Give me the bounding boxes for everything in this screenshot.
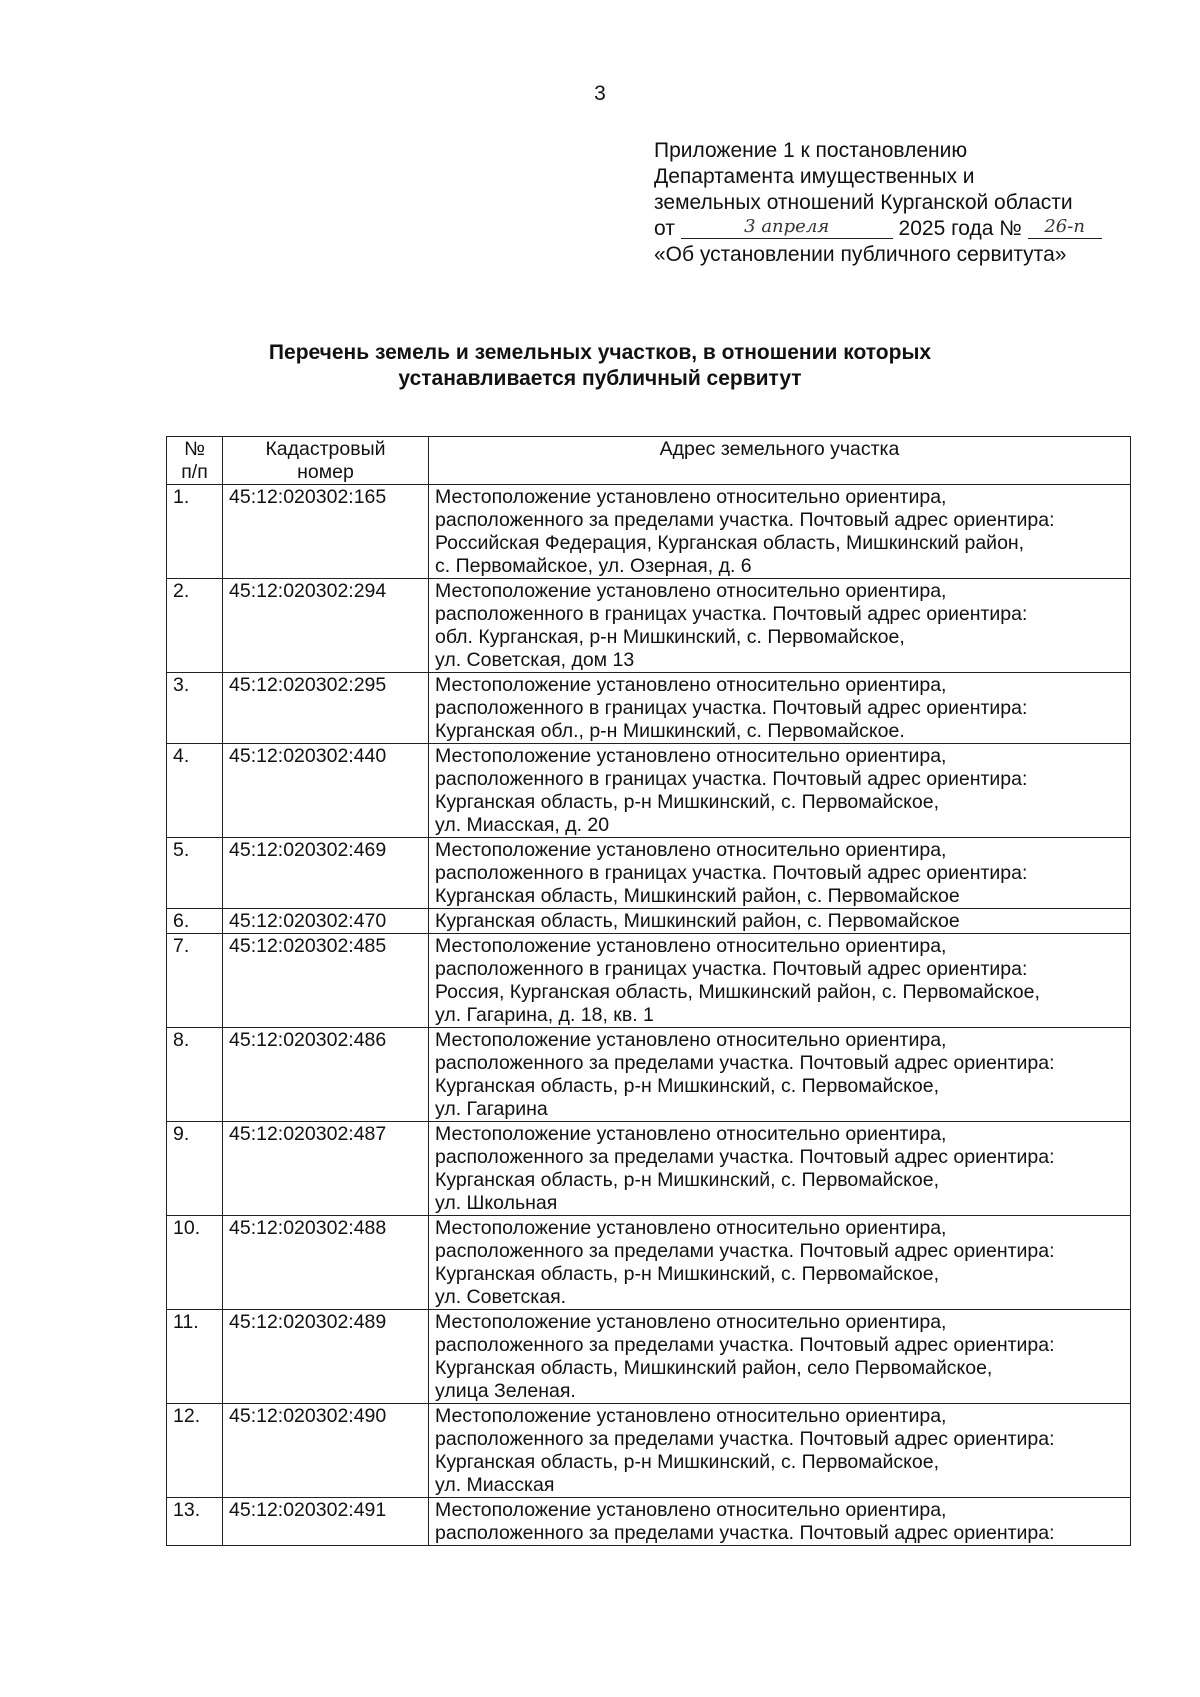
header-cad-line-2: номер [297, 461, 354, 483]
table-row [167, 1028, 1131, 1122]
handwritten-number: 26-п [1044, 216, 1085, 237]
cadastral-number: 45:12:020302:489 [223, 1310, 429, 1404]
address-cell [429, 1028, 1131, 1122]
address-line: Местоположение установлено относительно ориентира, [435, 1499, 947, 1521]
address-line: Курганская область, р-н Мишкинский, с. Первомайское, [435, 791, 940, 813]
address-line: Курганская обл., р-н Мишкинский, с. Первомайское. [435, 720, 905, 742]
row-number: 2. [167, 579, 223, 673]
address-line: расположенного в границах участка. Почтовый адрес ориентира: [435, 603, 1028, 625]
address-line: ул. Школьная [435, 1192, 558, 1214]
address-line: расположенного в границах участка. Почтовый адрес ориентира: [435, 958, 1028, 980]
address-line: расположенного за пределами участка. Почтовый адрес ориентира: [435, 1334, 1055, 1356]
cadastral-number: 45:12:020302:490 [223, 1404, 429, 1498]
table-row [167, 579, 1131, 673]
table-row [167, 838, 1131, 909]
address-cell [429, 934, 1131, 1028]
appendix-header [654, 138, 1124, 268]
table-row [167, 1498, 1131, 1546]
table-row [167, 1310, 1131, 1404]
address-cell [429, 744, 1131, 838]
address-line: ул. Гагарина [435, 1098, 548, 1120]
year-label: 2025 года № [898, 217, 1022, 240]
address-cell [429, 485, 1131, 579]
address-line: ул. Миасская, д. 20 [435, 814, 610, 836]
address-cell [429, 579, 1131, 673]
row-number: 5. [167, 838, 223, 909]
address-line: Курганская область, Мишкинский район, с. Первомайское [435, 910, 960, 932]
handwritten-date: 3 апреля [744, 216, 830, 237]
address-line: Местоположение установлено относительно ориентира, [435, 1029, 947, 1051]
title-line-1: Перечень земель и земельных участков, в отношении которых [268, 341, 932, 364]
address-cell [429, 1310, 1131, 1404]
table-row [167, 673, 1131, 744]
cadastral-number: 45:12:020302:487 [223, 1122, 429, 1216]
header-address [429, 437, 1131, 485]
address-cell [429, 1498, 1131, 1546]
title-line-2: устанавливается публичный сервитут [398, 367, 802, 390]
address-line: обл. Курганская, р-н Мишкинский, с. Первомайское, [435, 626, 905, 648]
address-line: Российская Федерация, Курганская область, Мишкинский район, [435, 532, 1025, 554]
number-field [1028, 216, 1102, 239]
address-line: расположенного за пределами участка. Почтовый адрес ориентира: [435, 509, 1055, 531]
table-row [167, 909, 1131, 934]
address-line: Местоположение установлено относительно ориентира, [435, 745, 947, 767]
address-cell [429, 1404, 1131, 1498]
cadastral-number: 45:12:020302:488 [223, 1216, 429, 1310]
row-number: 4. [167, 744, 223, 838]
cadastral-number: 45:12:020302:165 [223, 485, 429, 579]
address-line: ул. Советская. [435, 1286, 567, 1308]
address-line: ул. Миасская [435, 1474, 555, 1496]
table-row [167, 1122, 1131, 1216]
address-line: Местоположение установлено относительно ориентира, [435, 580, 947, 602]
row-number: 3. [167, 673, 223, 744]
page-number: 3 [594, 82, 606, 105]
address-line: расположенного за пределами участка. Почтовый адрес ориентира: [435, 1052, 1055, 1074]
row-number: 8. [167, 1028, 223, 1122]
header-num [167, 437, 223, 485]
header-cadastral [223, 437, 429, 485]
appendix-line-5: «Об установлении публичного сервитута» [654, 243, 1067, 266]
document-title [0, 340, 1200, 392]
address-line: расположенного в границах участка. Почтовый адрес ориентира: [435, 768, 1028, 790]
address-line: Курганская область, Мишкинский район, село Первомайское, [435, 1357, 993, 1379]
row-number: 12. [167, 1404, 223, 1498]
address-line: Местоположение установлено относительно ориентира, [435, 1217, 947, 1239]
address-line: Местоположение установлено относительно ориентира, [435, 1123, 947, 1145]
cadastral-number: 45:12:020302:294 [223, 579, 429, 673]
appendix-line-1: Приложение 1 к постановлению [654, 139, 968, 162]
address-cell [429, 909, 1131, 934]
address-line: расположенного за пределами участка. Почтовый адрес ориентира: [435, 1146, 1055, 1168]
address-line: расположенного за пределами участка. Почтовый адрес ориентира: [435, 1522, 1055, 1544]
address-line: с. Первомайское, ул. Озерная, д. 6 [435, 555, 752, 577]
row-number: 1. [167, 485, 223, 579]
address-cell [429, 673, 1131, 744]
address-line: ул. Гагарина, д. 18, кв. 1 [435, 1004, 654, 1026]
row-number: 9. [167, 1122, 223, 1216]
row-number: 11. [167, 1310, 223, 1404]
address-line: Местоположение установлено относительно ориентира, [435, 674, 947, 696]
appendix-line-2: Департамента имущественных и [654, 165, 975, 188]
cadastral-number: 45:12:020302:485 [223, 934, 429, 1028]
table-row [167, 744, 1131, 838]
table-row [167, 934, 1131, 1028]
cadastral-number: 45:12:020302:295 [223, 673, 429, 744]
row-number: 7. [167, 934, 223, 1028]
address-line: расположенного в границах участка. Почтовый адрес ориентира: [435, 862, 1028, 884]
header-address-label: Адрес земельного участка [659, 438, 900, 460]
address-cell [429, 838, 1131, 909]
appendix-line-3: земельных отношений Курганской области [654, 191, 1073, 214]
header-cad-line-1: Кадастровый [265, 438, 386, 460]
table-row [167, 1404, 1131, 1498]
address-line: расположенного за пределами участка. Почтовый адрес ориентира: [435, 1428, 1055, 1450]
address-line: Россия, Курганская область, Мишкинский район, с. Первомайское, [435, 981, 1040, 1003]
address-line: ул. Советская, дом 13 [435, 649, 635, 671]
address-line: улица Зеленая. [435, 1380, 576, 1402]
address-line: Курганская область, р-н Мишкинский, с. Первомайское, [435, 1263, 940, 1285]
cadastral-number: 45:12:020302:440 [223, 744, 429, 838]
address-line: Местоположение установлено относительно ориентира, [435, 1311, 947, 1333]
date-field [681, 216, 893, 239]
land-plots-table [166, 436, 1131, 1546]
address-line: Курганская область, Мишкинский район, с. Первомайское [435, 885, 960, 907]
address-line: Местоположение установлено относительно ориентира, [435, 1405, 947, 1427]
row-number: 10. [167, 1216, 223, 1310]
header-num-line-1: № [184, 438, 205, 460]
cadastral-number: 45:12:020302:491 [223, 1498, 429, 1546]
cadastral-number: 45:12:020302:470 [223, 909, 429, 934]
cadastral-number: 45:12:020302:486 [223, 1028, 429, 1122]
address-line: расположенного в границах участка. Почтовый адрес ориентира: [435, 697, 1028, 719]
address-cell [429, 1122, 1131, 1216]
address-line: Курганская область, р-н Мишкинский, с. Первомайское, [435, 1169, 940, 1191]
address-line: Местоположение установлено относительно ориентира, [435, 935, 947, 957]
address-line: Местоположение установлено относительно ориентира, [435, 839, 947, 861]
address-line: Курганская область, р-н Мишкинский, с. Первомайское, [435, 1451, 940, 1473]
address-line: Курганская область, р-н Мишкинский, с. Первомайское, [435, 1075, 940, 1097]
row-number: 13. [167, 1498, 223, 1546]
header-num-line-2: п/п [181, 461, 208, 483]
address-line: Местоположение установлено относительно ориентира, [435, 486, 947, 508]
table-header-row [167, 437, 1131, 485]
table-row [167, 1216, 1131, 1310]
address-line: расположенного за пределами участка. Почтовый адрес ориентира: [435, 1240, 1055, 1262]
from-label: от [654, 217, 675, 240]
appendix-date-line [654, 216, 1124, 242]
table-row [167, 485, 1131, 579]
cadastral-number: 45:12:020302:469 [223, 838, 429, 909]
address-cell [429, 1216, 1131, 1310]
row-number: 6. [167, 909, 223, 934]
